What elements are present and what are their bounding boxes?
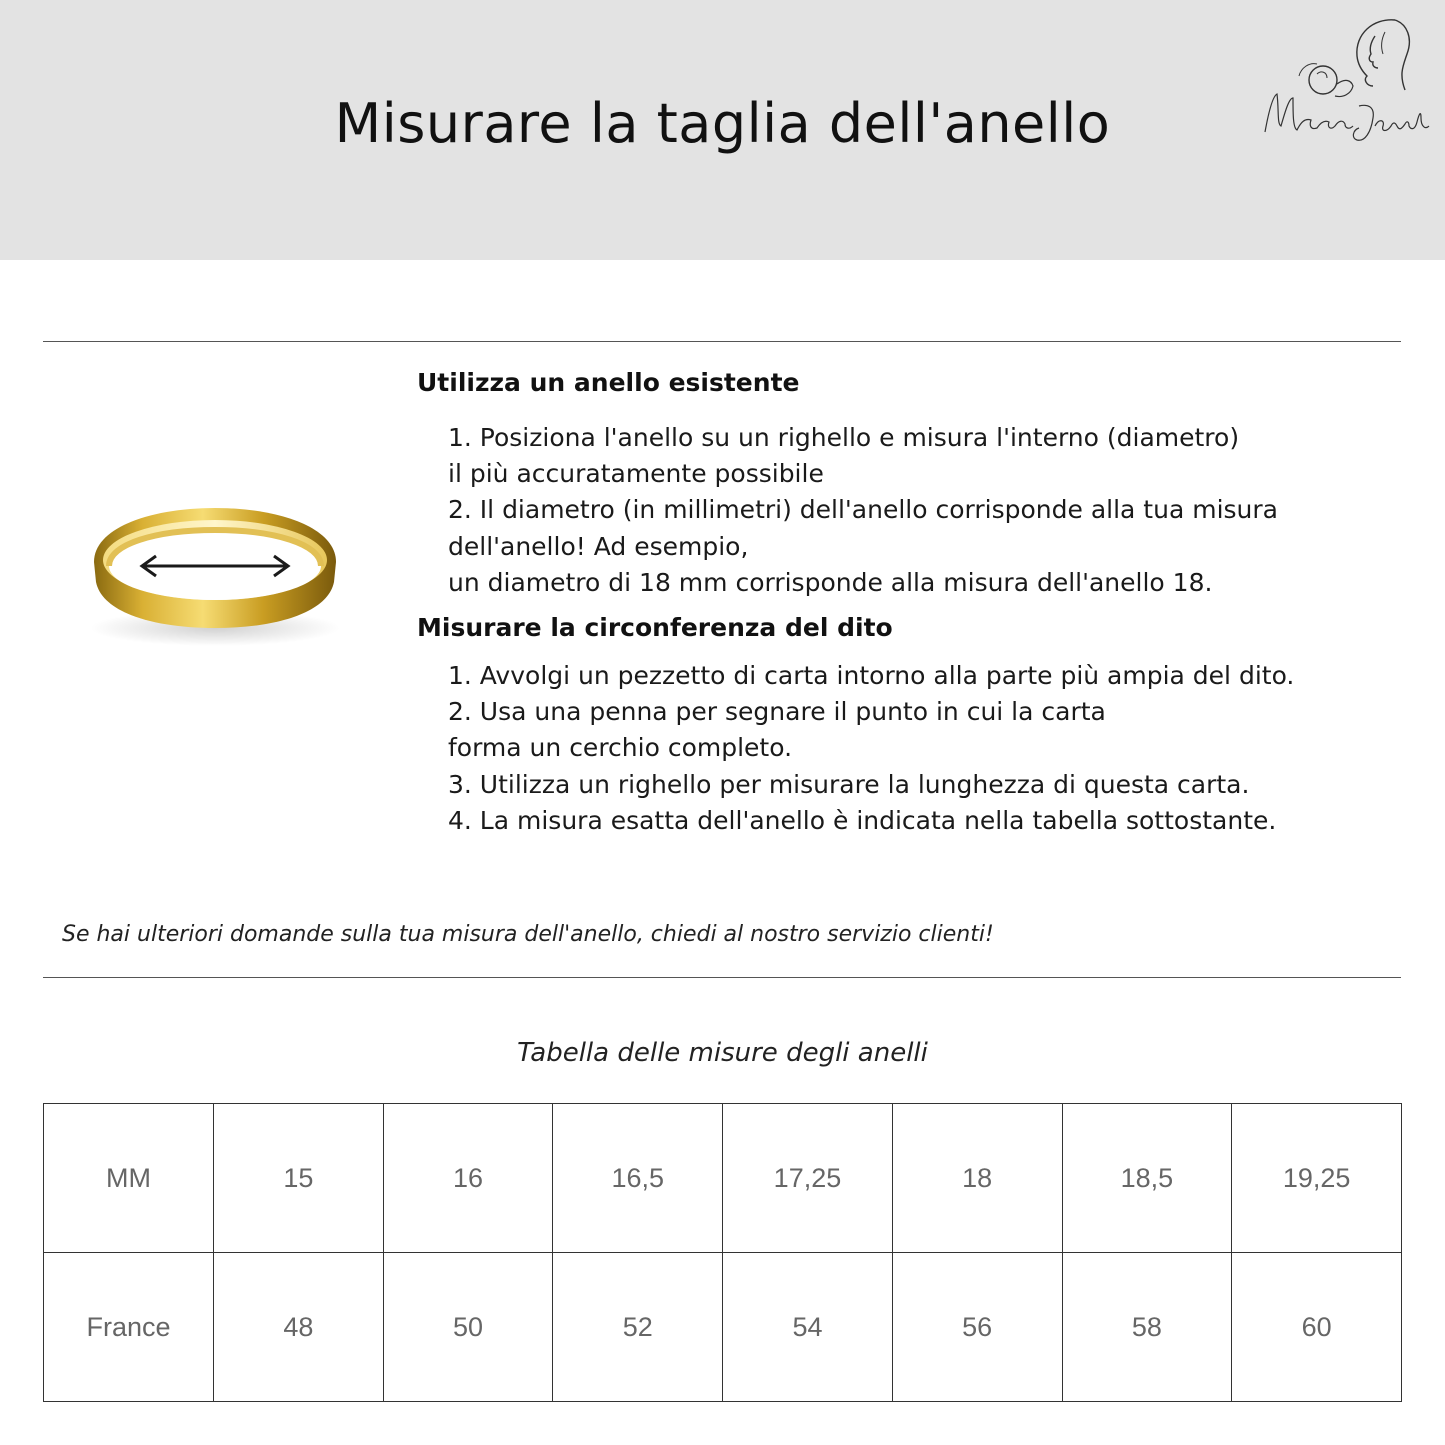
instruction-line: 2. Usa una penna per segnare il punto in cui la carta bbox=[448, 697, 1106, 727]
table-cell: 16 bbox=[383, 1104, 553, 1253]
instruction-line: il più accuratamente possibile bbox=[448, 459, 824, 489]
instruction-line: 4. La misura esatta dell'anello è indicata nella tabella sottostante. bbox=[448, 805, 1277, 835]
mama-jewels-logo bbox=[1255, 14, 1433, 154]
finger-circumference-heading: Misurare la circonferenza del dito bbox=[417, 613, 893, 642]
table-cell: 60 bbox=[1232, 1253, 1402, 1402]
instruction-line: 2. Il diametro (in millimetri) dell'anello corrisponde alla tua misura bbox=[448, 495, 1278, 525]
table-cell: 50 bbox=[383, 1253, 553, 1402]
table-cell: 18 bbox=[892, 1104, 1062, 1253]
row-label-france: France bbox=[44, 1253, 214, 1402]
table-cell: 56 bbox=[892, 1253, 1062, 1402]
finger-circumference-instructions bbox=[448, 658, 1294, 839]
top-divider bbox=[43, 341, 1401, 342]
table-cell: 58 bbox=[1062, 1253, 1232, 1402]
table-cell: 16,5 bbox=[553, 1104, 723, 1253]
row-label-mm: MM bbox=[44, 1104, 214, 1253]
instruction-line: un diametro di 18 mm corrisponde alla misura dell'anello 18. bbox=[448, 567, 1213, 597]
size-table-caption: Tabella delle misure degli anelli bbox=[517, 1038, 928, 1068]
instruction-line: 3. Utilizza un righello per misurare la lunghezza di questa carta. bbox=[448, 769, 1250, 799]
table-row bbox=[44, 1253, 1402, 1402]
table-cell: 17,25 bbox=[723, 1104, 893, 1253]
table-cell: 48 bbox=[214, 1253, 384, 1402]
bottom-divider bbox=[43, 977, 1401, 978]
table-cell: 19,25 bbox=[1232, 1104, 1402, 1253]
table-row bbox=[44, 1104, 1402, 1253]
instruction-line: forma un cerchio completo. bbox=[448, 733, 793, 763]
ring-size-table bbox=[43, 1103, 1402, 1402]
table-cell: 15 bbox=[214, 1104, 384, 1253]
gold-ring-icon bbox=[80, 490, 350, 650]
table-cell: 52 bbox=[553, 1253, 723, 1402]
table-cell: 18,5 bbox=[1062, 1104, 1232, 1253]
customer-service-note: Se hai ulteriori domande sulla tua misura dell'anello, chiedi al nostro servizio clienti! bbox=[62, 922, 994, 947]
instruction-line: dell'anello! Ad esempio, bbox=[448, 531, 749, 561]
header-banner bbox=[0, 0, 1445, 260]
instruction-line: 1. Posiziona l'anello su un righello e misura l'interno (diametro) bbox=[448, 423, 1240, 452]
existing-ring-heading: Utilizza un anello esistente bbox=[417, 368, 800, 397]
page-title: Misurare la taglia dell'anello bbox=[334, 92, 1111, 155]
table-cell: 54 bbox=[723, 1253, 893, 1402]
existing-ring-instructions bbox=[448, 420, 1278, 601]
instruction-line: 1. Avvolgi un pezzetto di carta intorno alla parte più ampia del dito. bbox=[448, 661, 1295, 690]
